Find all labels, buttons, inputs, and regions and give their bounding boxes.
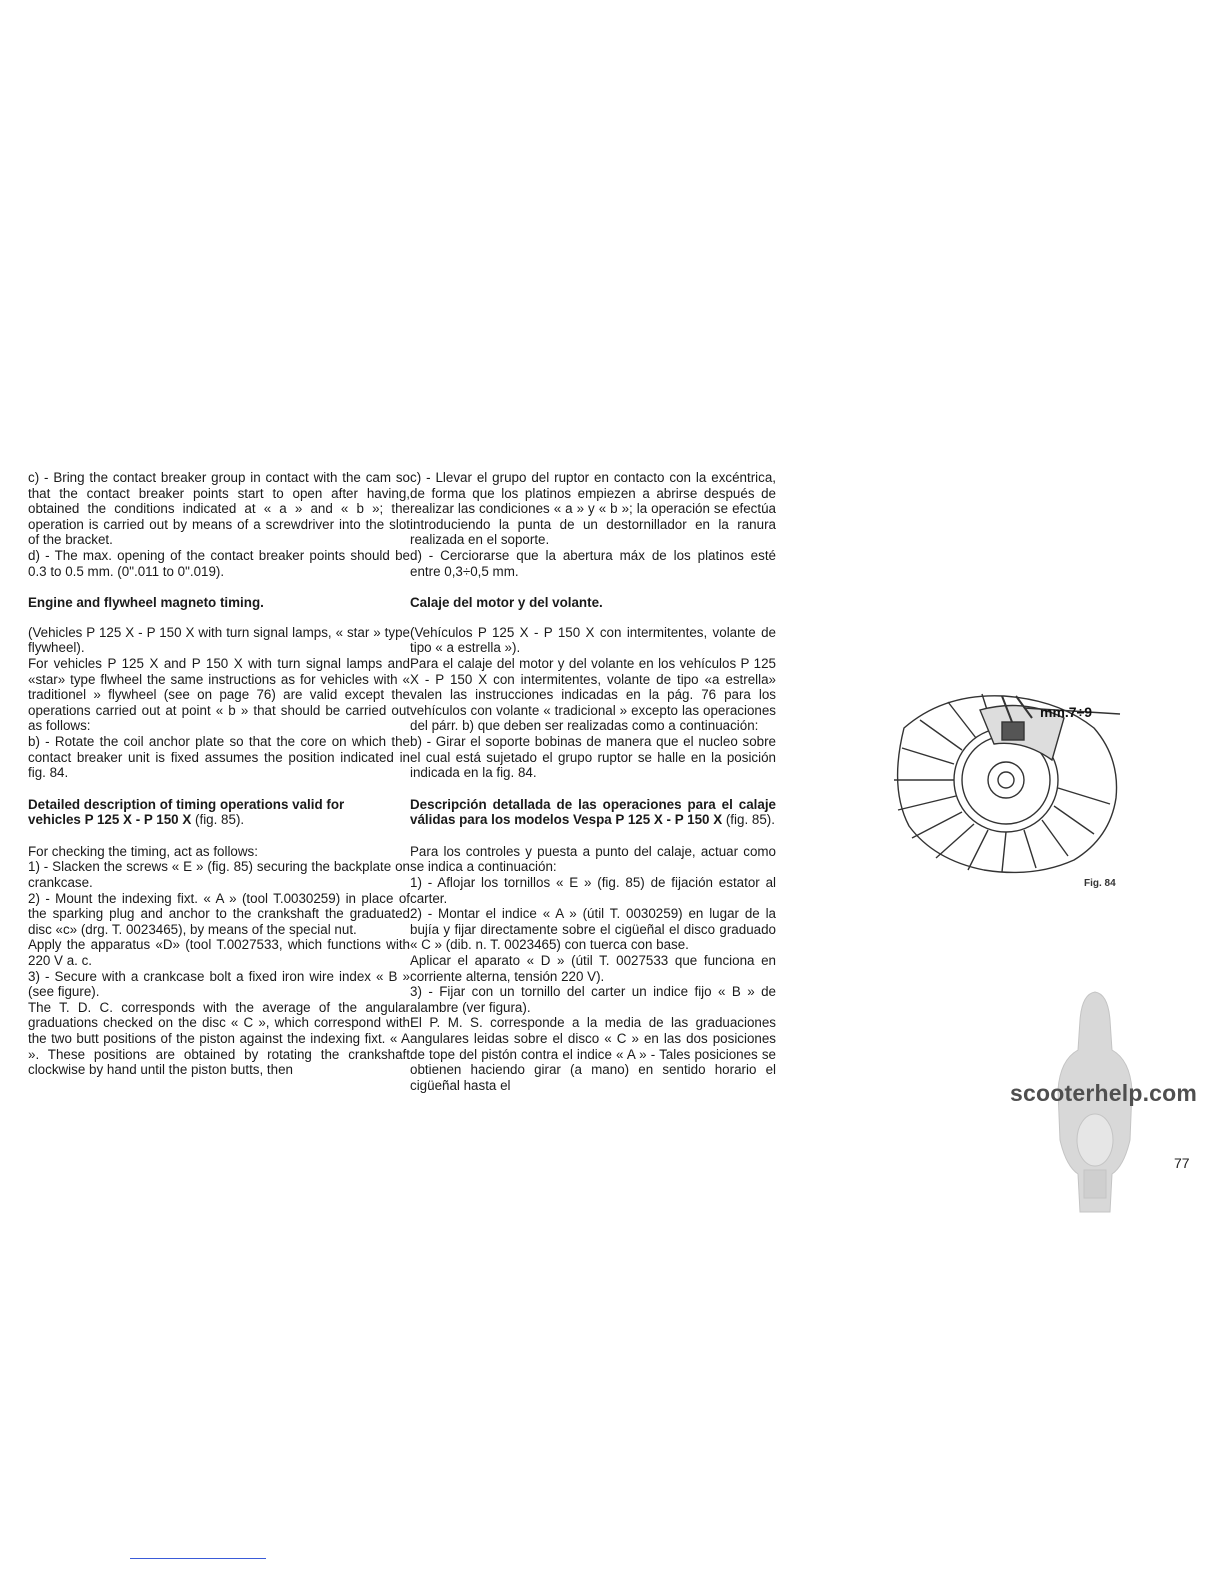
en-step-b: b) - Rotate the coil anchor plate so that the core on which the contact breaker unit is fixed assumes the position indicated in fig. 84. bbox=[28, 733, 410, 781]
english-column bbox=[28, 470, 410, 1078]
es-intro-para: Para el calaje del motor y del volante en los vehículos P 125 X - P 150 X con intermitentes, volante de tipo «a estrella» valen las instrucciones indicadas en la pág. 76 para los vehículos con volante « tradicional » excepto las operaciones del párr. b) que deben ser realizadas como a continuación: bbox=[410, 655, 776, 734]
es-step-3: 3) - Fijar con un tornillo del carter un indice fijo « B » de alambre (ver figura). bbox=[410, 984, 776, 1015]
en-step-2: 2) - Mount the indexing fixt. « A » (tool T.0030259) in place of the sparking plug and anchor to the crankshaft the graduated disc «c» (drg. T. 0023465), by means of the special nut. bbox=[28, 890, 410, 937]
es-step-b: b) - Girar el soporte bobinas de manera que el nucleo sobre el cual está sujetado el grupo ruptor se halle en la posición indicada en la fig. 84. bbox=[410, 733, 776, 781]
es-step-1: 1) - Aflojar los tornillos « E » (fig. 85) de fijación estator al carter. bbox=[410, 875, 776, 906]
en-step-1: 1) - Slacken the screws « E » (fig. 85) securing the backplate on crankcase. bbox=[28, 859, 410, 891]
en-heading-timing: Engine and flywheel magneto timing. bbox=[28, 595, 264, 611]
en-tdc-para: The T. D. C. corresponds with the average of the angular graduations checked on the disc « C », which correspond with the two butt positions of the piston against the indexing fixt. « A ». These positions are obtained by rotating the crankshaft clockwise by hand until the piston butts, then bbox=[28, 999, 410, 1078]
es-heading-fig: (fig. 85). bbox=[722, 812, 775, 828]
page-number: 77 bbox=[1174, 1155, 1190, 1171]
en-heading-detailed-bold: Detailed description bbox=[28, 796, 156, 812]
es-heading-detailed-bold: Descripción detallada de las operaciones para el calaje válidas para los modelos Vespa P 125 X - P 150 X bbox=[410, 796, 776, 828]
measure-label: mm.7÷9 bbox=[1040, 704, 1093, 720]
spanish-column bbox=[410, 470, 776, 1093]
es-step-c: c) - Llevar el grupo del ruptor en contacto con la excéntrica, de forma que los platinos empiezen a abrirse después de realizar las condiciones « a » y « b »; la operación se efectúa introduciendo la punta de un destornillador en la ranura realizada en el soporte. bbox=[410, 470, 776, 548]
watermark-text: scooterhelp.com bbox=[1010, 1080, 1198, 1106]
en-vehicles-note: (Vehicles P 125 X - P 150 X with turn signal lamps, « star » type flywheel). bbox=[28, 624, 410, 656]
en-intro-para: For vehicles P 125 X and P 150 X with turn signal lamps and «star» type flwheel the same instructions as for vehicles with « traditionel » flywheel (see on page 76) are valid except the operations carried out at point « b » that should be carried out as follows: bbox=[28, 655, 410, 734]
es-vehicles-note: (Vehículos P 125 X - P 150 X con intermitentes, volante de tipo « a estrella »). bbox=[410, 624, 776, 656]
es-apply: Aplicar el aparato « D » (útil T. 0027533 que funciona en corriente alterna, tensión 220 V). bbox=[410, 953, 776, 984]
en-heading-vehicles: vehicles P 125 X - P 150 X bbox=[28, 812, 192, 828]
bottom-rule bbox=[130, 1558, 266, 1559]
en-heading-detailed bbox=[28, 797, 410, 828]
flywheel-diagram-icon bbox=[884, 688, 1132, 874]
es-heading-detailed bbox=[410, 797, 776, 828]
es-checking-intro: Para los controles y puesta a punto del calaje, actuar como se indica a continuación: bbox=[410, 843, 776, 875]
es-step-2: 2) - Montar el indice « A » (útil T. 0030259) en lugar de la bujía y fijar directamente sobre el cigüeñal el disco graduado « C » (dib. n. T. 0023465) con tuerca con base. bbox=[410, 906, 776, 953]
figure-caption: Fig. 84 bbox=[1084, 878, 1116, 889]
en-step-c: c) - Bring the contact breaker group in contact with the cam so that the contact breaker points start to open after having, obtained the conditions indicated at « a » and « b »; the operation is carried out by means of a screwdriver into the slot of the bracket. bbox=[28, 470, 410, 548]
es-pms-para: El P. M. S. corresponde a la media de las graduaciones angulares leidas sobre el disco « C » en las dos posiciones de tope del pistón contra el indice « A » - Tales posiciones se obtienen haciendo girar (a mano) en sentido horario el cigüeñal hasta el bbox=[410, 1015, 776, 1093]
es-step-d: d) - Cerciorarse que la abertura máx de los platinos esté entre 0,3÷0,5 mm. bbox=[410, 547, 776, 579]
en-apply: Apply the apparatus «D» (tool T.0027533, which functions with 220 V a. c. bbox=[28, 937, 410, 969]
en-checking-intro: For checking the timing, act as follows: bbox=[28, 843, 258, 859]
en-step-d: d) - The max. opening of the contact breaker points should be 0.3 to 0.5 mm. (0".011 to 0".019). bbox=[28, 547, 410, 579]
en-heading-fig: (fig. 85). bbox=[191, 812, 245, 828]
en-heading-detailed-rest: of timing operations valid for bbox=[155, 796, 345, 812]
es-heading-calaje: Calaje del motor y del volante. bbox=[410, 595, 603, 611]
en-step-3: 3) - Secure with a crankcase bolt a fixed iron wire index « B » (see figure). bbox=[28, 968, 410, 1000]
